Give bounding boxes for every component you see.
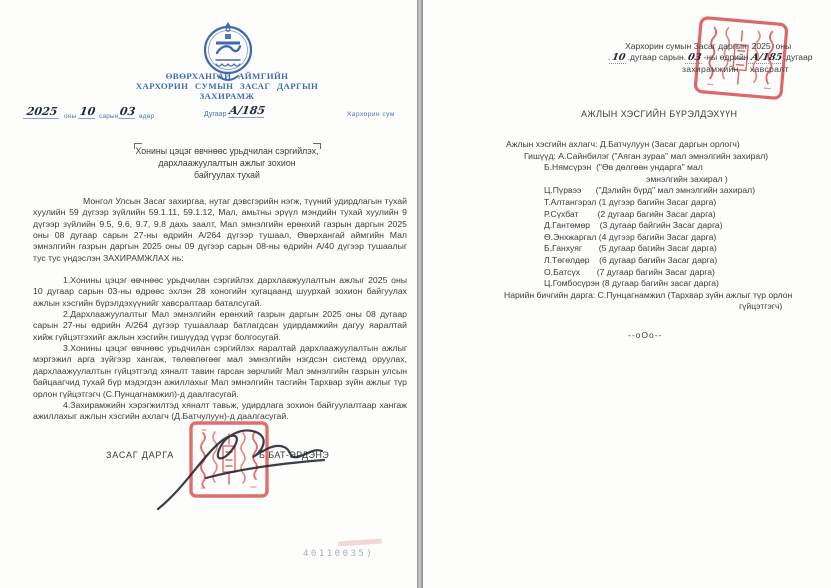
member-line: Т.Алтангэрэл (1 дүгээр багийн Засаг дарга)	[544, 196, 717, 207]
member-line: Ө.Энхжаргал (4 дүгээр багийн Засаг дарга)	[544, 231, 717, 242]
decree-body	[33, 196, 407, 423]
handwritten-month: 10	[79, 105, 97, 118]
appendix-text: .дугаар	[783, 52, 813, 62]
authority-line: ӨВӨРХАНГАЙ АЙМГИЙН	[165, 71, 289, 81]
member-line: О.Батсүх (7 дугаар багийн Засаг дарга)	[544, 266, 715, 277]
member-line: эмнэлгийн захирал )	[646, 173, 728, 184]
member-line: Д.Гантөмөр (3 дугаар байгийн Засаг дарга)	[544, 220, 723, 231]
appendix-section-title: АЖЛЫН ХЭСГИЙН БҮРЭЛДЭХҮҮН	[581, 109, 738, 119]
decree-paragraph: 2.Дархлаажуулалтыг Мал эмнэлгийн ерөнхий газрын даргын 2025 оны 08 дугаар сарын 27-ны өдрийн А/264 дүгээр тушаалаар батлагдсан удирдамжийн дагуу яаралтай хийж гүйцэтгэхийг ажлын хэсгийн гишүүдэд үүрэг болгосугай.	[33, 309, 407, 342]
number-label: Дугаар	[204, 111, 227, 118]
member-line: Гишүүд: А.Сайнбилэг ("Аяган зураа" мал эмнэлгийн захирал)	[524, 150, 769, 161]
appendix-text: -ны өдрийн	[703, 52, 749, 62]
decree-title-line: дархлаажуулалтын ажлыг зохион	[158, 157, 296, 168]
decree-paragraph: 1.Хонины цэцэг өвчнөөс урьдчилан сэргийлэх дархлаажуулалтын ажлыг 2025 оны 10 дугаар сарын 03-ны өдрөөс эхлэн 28 хоногийн хугацаанд шуурхай зохион байгуулах ажлын хэсгийн бүрэлдэхүүнийг хавсралтаар баталсугай.	[33, 275, 407, 308]
member-line: Нарийн бичгийн дарга: С.Пунцагнамжил (Тархвар зүйн ажлыг түр орлон	[504, 289, 793, 300]
signature-ink	[148, 416, 333, 516]
member-line: Р.Сүхбат (2 дугаар багийн Засаг дарга)	[544, 208, 716, 219]
appendix-reference-line: захирамжийн хавсралт	[682, 64, 789, 74]
decree-paragraph: 4.Захирамжийн хэрэгжилтэд хяналт тавьж, удирдлага зохион байгуулалтаар хангаж ажиллахыг ажлын хэсгийн ахлагч (Д.Батчулуун)-д даалгасугай.	[33, 399, 407, 422]
day-label: өдөр	[139, 113, 155, 120]
dot-leader: .	[608, 52, 611, 62]
handwritten-day: 03	[119, 105, 137, 118]
member-line: гүйцэтгэгч)	[739, 301, 783, 312]
decree-paragraph: 3.Хонины цэцэг өвчнөөс урьдчилан сэргийлэх яаралтай дархлаажуулалтын ажлыг мэргэжил арга зүйгээр хангаж, төлөвлөгөөг мал эмнэлгийн нэгдсэн системд оруулах, дархлаажуулалтын гүйцэтгэлд хяналт тавин гарсан зөрчлийг Мал эмнэлгийн газрын улсын байцаагчид тухай бүр мэдэгдэн ажиллахыг Мал эмнэлгийн тасгийн Тархвар зүйн ажлыг түр орлон гүйцэтгэгч (С.Пунцагнамжил)-д даалгасугай.	[33, 343, 407, 399]
member-line: Ажлын хэсгийн ахлагч: Д.Батчулуун (Засаг даргын орлогч)	[506, 139, 740, 149]
registry-number: 40110035)	[303, 549, 375, 559]
signer-name: Б.БАТ-ЭРДЭНЭ	[259, 450, 330, 460]
decree-paragraph: Монгол Улсын Засаг захиргаа, нутаг дэвсгэрийн нэгж, түүний удирдлагын тухай хуулийн 59 дүгээр зүйлийн 59.1.11, 59.1.12, Мал, амьтны эрүүл мэндийн тухай хуулийн 9 дүгээр зүйлийн 9.5, 9.6, 9.7, 9.8 дахь заалт, Мал эмнэлгийн ерөнхий газрын даргын 2025 оны 08 дугаар сарын 27-ны өдрийн А/264 дүгээр тушаал, Өвөрхангай аймгийн Мал эмнэлгийн газрын даргын 2025 оны 09 дүгээр сарын 08-ны өдрийн А/40 дүгээр тушаалыг тус тус үндэслэн ЗАХИРАМЖЛАХ нь:	[33, 196, 407, 263]
handwritten-day: 03	[685, 52, 704, 64]
ink-smudge	[338, 538, 382, 546]
member-line: Б.Нямсүрэн ("Өв дөлгөөн ундарга" мал	[544, 162, 703, 173]
end-of-document-mark: --оОо--	[628, 330, 663, 340]
appendix-reference-line: Хархорин сумын Засаг даргын 2025 оны	[625, 41, 792, 51]
handwritten-year: 2025	[23, 105, 61, 119]
member-line: Б.Ганхуяг (5 дугаар багийн Засаг дарга)	[544, 243, 717, 254]
member-line: Ц.Гомбосүрэн (8 дугаар багийн засаг дарга)	[544, 278, 719, 289]
handwritten-decree-number: А/185	[228, 104, 266, 117]
appendix-text: .дугаар сарын.	[627, 52, 687, 62]
decree-title-line: байгуулах тухай	[194, 169, 260, 180]
member-line: Ц.Пүрвээ ("Дэлийн бүрд" мал эмнэлгийн захирал)	[544, 185, 756, 196]
signer-position: ЗАСАГ ДАРГА	[106, 450, 175, 460]
place-label: Хархорин сум	[347, 111, 395, 118]
issuing-authority-header	[60, 72, 394, 101]
handwritten-month: 10	[609, 52, 628, 64]
decree-title	[113, 146, 341, 181]
appendix-page	[423, 0, 831, 588]
decree-title-line: Хонины цэцэг өвчнөөс урьдчилан сэргийлэх,	[135, 146, 319, 156]
member-line: Л.Төгөлдөр (6 дугаар багийн Засаг дарга)	[544, 254, 718, 265]
month-label: сарын	[99, 113, 119, 120]
authority-line: ЗАХИРАМЖ	[199, 90, 255, 101]
appendix-reference-line	[608, 52, 813, 64]
members-list	[423, 139, 831, 313]
handwritten-decree-number: А/185	[747, 52, 784, 64]
year-label: оны	[64, 113, 77, 120]
authority-line: ХАРХОРИН СУМЫН ЗАСАГ ДАРГЫН	[135, 80, 319, 91]
